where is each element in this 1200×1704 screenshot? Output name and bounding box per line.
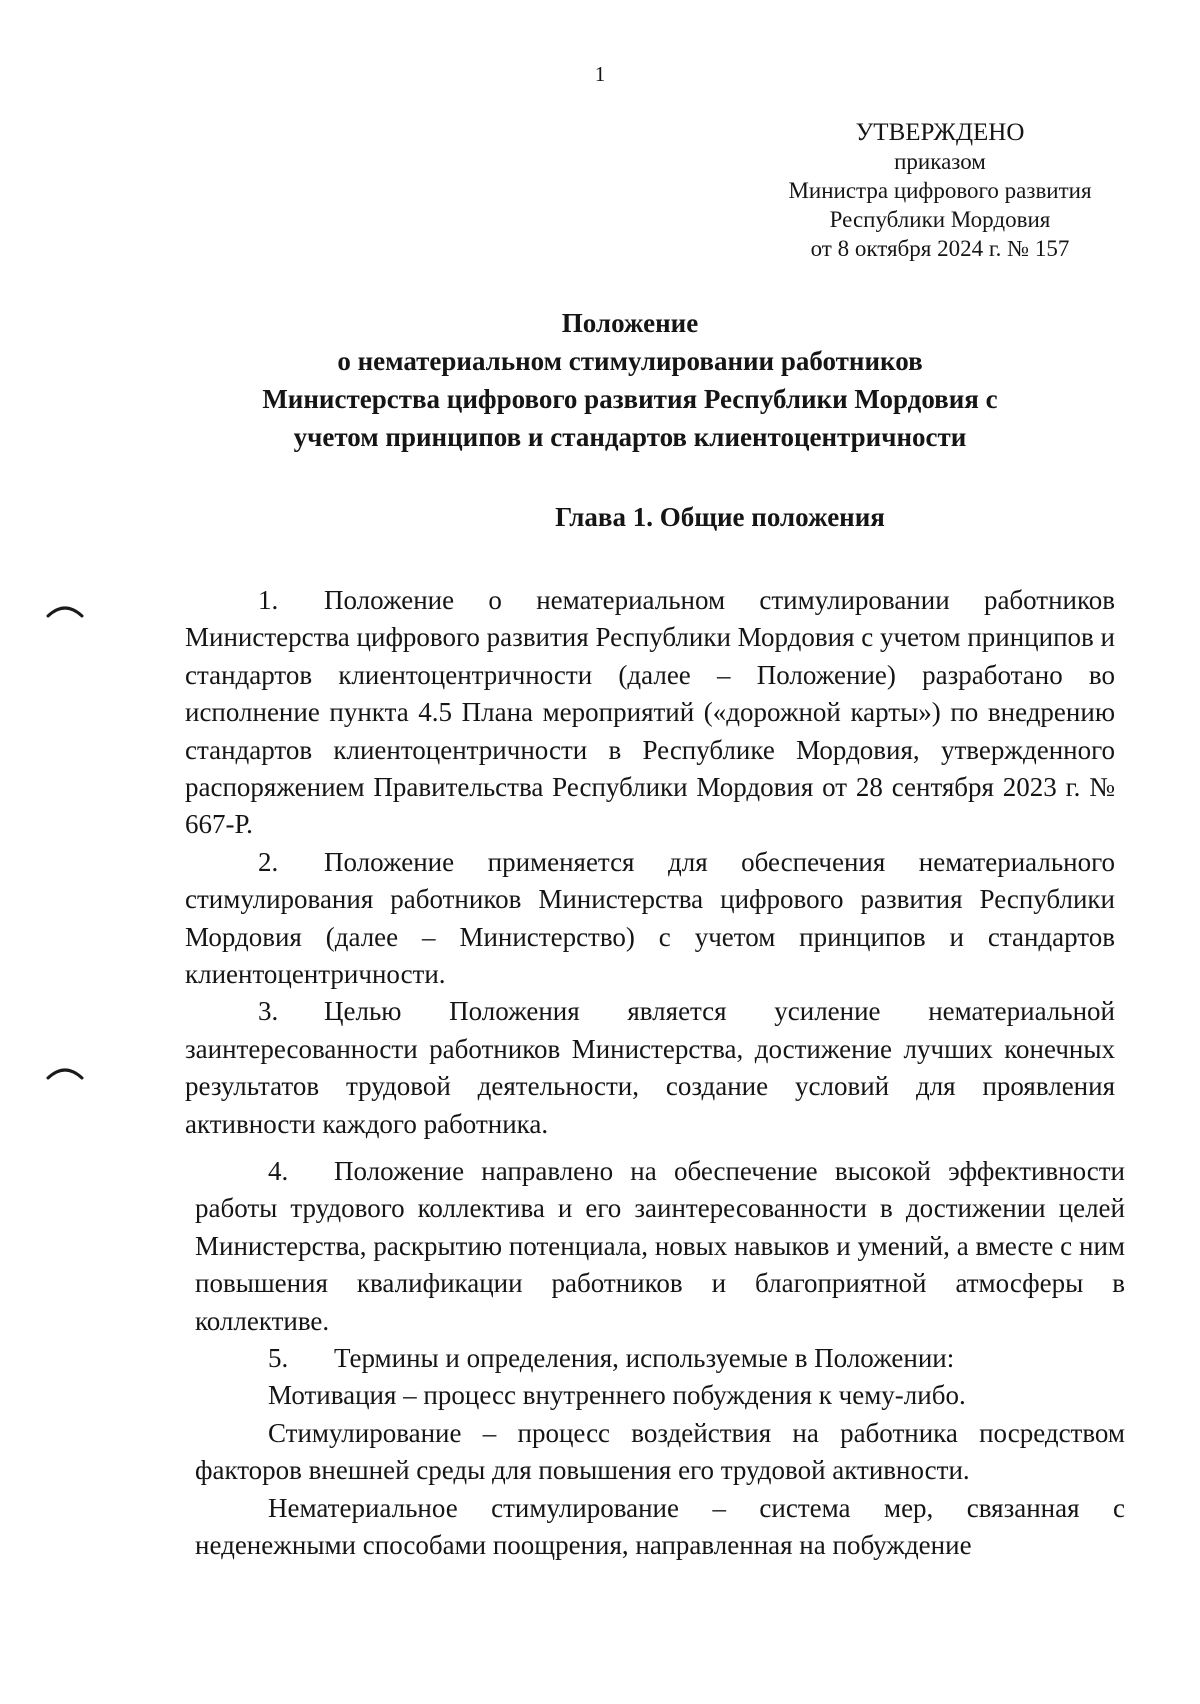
paragraph (195, 1490, 1125, 1565)
title-line: о нематериальном стимулировании работников (337, 346, 923, 376)
title-line: Положение (561, 308, 699, 338)
paragraph (195, 1377, 1125, 1414)
document-body-part-2 (195, 1153, 1125, 1564)
paragraph-number: 2. (258, 846, 279, 877)
paragraph (195, 1340, 1125, 1377)
paragraph (185, 582, 1115, 844)
document-title (200, 304, 1060, 456)
page-number: 1 (594, 62, 606, 86)
paragraph-text: Положение применяется для обеспечения нематериального стимулирования работников Министерства цифрового развития Республики Мордовия (далее – Министерство) с учетом принципов и стандартов клиентоцентричности. (185, 846, 1115, 990)
paragraph (195, 1415, 1125, 1490)
paragraph-text: Положение о нематериальном стимулировании работников Министерства цифрового развития Республики Мордовия с учетом принципов и стандартов клиентоцентричности (далее – Положение) разработано во исполнение пункта 4.5 Плана мероприятий («дорожной карты») по внедрению стандартов клиентоцентричности в Республике Мордовия, утвержденного распоряжением Правительства Республики Мордовия от 28 сентября 2023 г. № 667-Р. (185, 585, 1115, 840)
paragraph-text: Мотивация – процесс внутреннего побуждения к чему-либо. (268, 1380, 966, 1411)
paragraph-number: 5. (268, 1343, 289, 1374)
paragraph (185, 844, 1115, 994)
title-line: учетом принципов и стандартов клиентоцентричности (293, 422, 967, 452)
approval-line: Министра цифрового развития (788, 178, 1092, 203)
title-line: Министерства цифрового развития Республики Мордовия с (262, 384, 998, 414)
approval-line: Республики Мордовия (829, 207, 1051, 232)
paragraph-text: Стимулирование – процесс воздействия на работника посредством факторов внешней среды для повышения его трудовой активности. (195, 1417, 1125, 1486)
approval-line: приказом (894, 149, 986, 174)
paragraph-text: Термины и определения, используемые в Положении: (334, 1343, 955, 1374)
paragraph-number: 4. (268, 1156, 289, 1186)
paragraph-text: Нематериальное стимулирование – система мер, связанная с неденежными способами поощрения, направленная на побуждение (195, 1492, 1125, 1561)
paragraph (185, 993, 1115, 1143)
approval-block (760, 118, 1120, 263)
approval-line: от 8 октября 2024 г. № 157 (810, 236, 1070, 261)
document-body-part-1 (185, 582, 1115, 1143)
chapter-heading: Глава 1. Общие положения (555, 502, 885, 532)
hole-punch-mark-icon (46, 602, 84, 620)
paragraph-text: Положение направлено на обеспечение высокой эффективности работы трудового коллектива и его заинтересованности в достижении целей Министерства, раскрытию потенциала, новых навыков и умений, а вместе с ним повышения квалификации работников и благоприятной атмосферы в коллективе. (195, 1156, 1125, 1336)
paragraph-number: 3. (258, 996, 279, 1027)
approval-stamp: УТВЕРЖДЕНО (855, 119, 1025, 146)
paragraph-text: Целью Положения является усиление нематериальной заинтересованности работников Министерства, достижение лучших конечных результатов трудовой деятельности, создание условий для проявления активности каждого работника. (185, 996, 1115, 1139)
paragraph (195, 1153, 1125, 1340)
paragraph-number: 1. (258, 585, 279, 615)
hole-punch-mark-icon (46, 1064, 84, 1082)
